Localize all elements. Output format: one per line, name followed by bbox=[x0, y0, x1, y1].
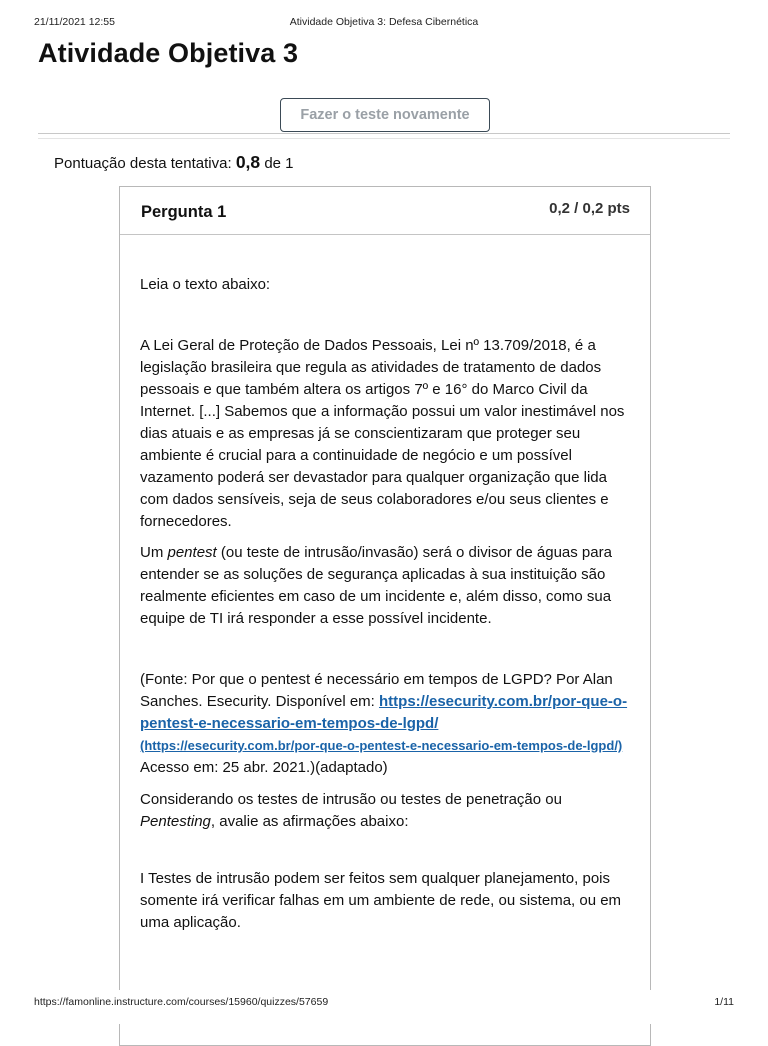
page-counter: 1/11 bbox=[714, 996, 734, 1008]
law-paragraph: A Lei Geral de Proteção de Dados Pessoais, Lei nº 13.709/2018, é a legislação brasileira que regula as atividades de tratamento de dados pessoais e que também altera os artigos 7º e 16° do Marco Civil da Internet. [...] Sabemos que a informação possui um valor inestimável nos dias atuais e as empresas já se conscientizaram que proteger seu ambiente é crucial para a continuidade de negócio e um possível vazamento poderá ser devastador para qualquer organização que lida com dados sensíveis, seja de seus colaboradores e/ou seus clientes e fornecedores. bbox=[140, 337, 625, 530]
source-link[interactable]: https://esecurity.com.br/por-que-o-pentest-e-necessario-em-tempos-de-lgpd/ bbox=[140, 693, 628, 732]
print-footer bbox=[34, 996, 734, 1010]
question-points: 0,2 / 0,2 pts bbox=[549, 200, 630, 217]
question-intro: Leia o texto abaixo: bbox=[140, 276, 271, 293]
source-paragraph bbox=[140, 669, 632, 779]
header-divider bbox=[38, 133, 730, 139]
question-card bbox=[119, 186, 651, 1046]
print-header bbox=[34, 16, 734, 32]
score-total: de 1 bbox=[264, 155, 294, 172]
question-header bbox=[120, 187, 650, 235]
consider-paragraph bbox=[140, 789, 632, 833]
pentest-paragraph bbox=[140, 542, 632, 630]
question-title: Pergunta 1 bbox=[141, 203, 227, 221]
consider-suffix: , avalie as afirmações abaixo: bbox=[210, 813, 409, 830]
source-prefix: (Fonte: Por que o pentest é necessário em tempos de LGPD? Por Alan Sanches. Esecurity. Disponível em: bbox=[140, 671, 613, 710]
consider-term: Pentesting bbox=[140, 813, 211, 830]
statement-item-1: I Testes de intrusão podem ser feitos sem qualquer planejamento, pois somente irá verificar falhas em um ambiente de rede, ou sistema, ou em uma aplicação. bbox=[140, 870, 622, 931]
attempt-score bbox=[54, 152, 294, 173]
pentest-term: pentest bbox=[167, 544, 217, 561]
pentest-prefix: Um bbox=[140, 544, 168, 561]
pentest-rest: (ou teste de intrusão/invasão) será o divisor de águas para entender se as soluções de segurança aplicadas à sua instituição são realmente eficientes em caso de um incidente e, além disso, como sua equipe de TI irá responder a esse possível incidente. bbox=[140, 544, 612, 627]
page-title: Atividade Objetiva 3 bbox=[38, 38, 299, 68]
score-value: 0,8 bbox=[235, 152, 261, 172]
print-url: https://famonline.instructure.com/courses/15960/quizzes/57659 bbox=[34, 996, 329, 1008]
source-suffix: Acesso em: 25 abr. 2021.)(adaptado) bbox=[140, 759, 388, 776]
retake-quiz-button[interactable]: Fazer o teste novamente bbox=[280, 98, 490, 132]
print-datetime: 21/11/2021 12:55 bbox=[34, 16, 115, 28]
print-document-title: Atividade Objetiva 3: Defesa Cibernética bbox=[289, 16, 479, 28]
consider-prefix: Considerando os testes de intrusão ou testes de penetração ou bbox=[140, 791, 562, 808]
question-body bbox=[140, 235, 632, 934]
source-link-alt[interactable]: (https://esecurity.com.br/por-que-o-pentest-e-necessario-em-tempos-de-lgpd/) bbox=[140, 738, 623, 753]
score-label: Pontuação desta tentativa: bbox=[54, 155, 232, 172]
